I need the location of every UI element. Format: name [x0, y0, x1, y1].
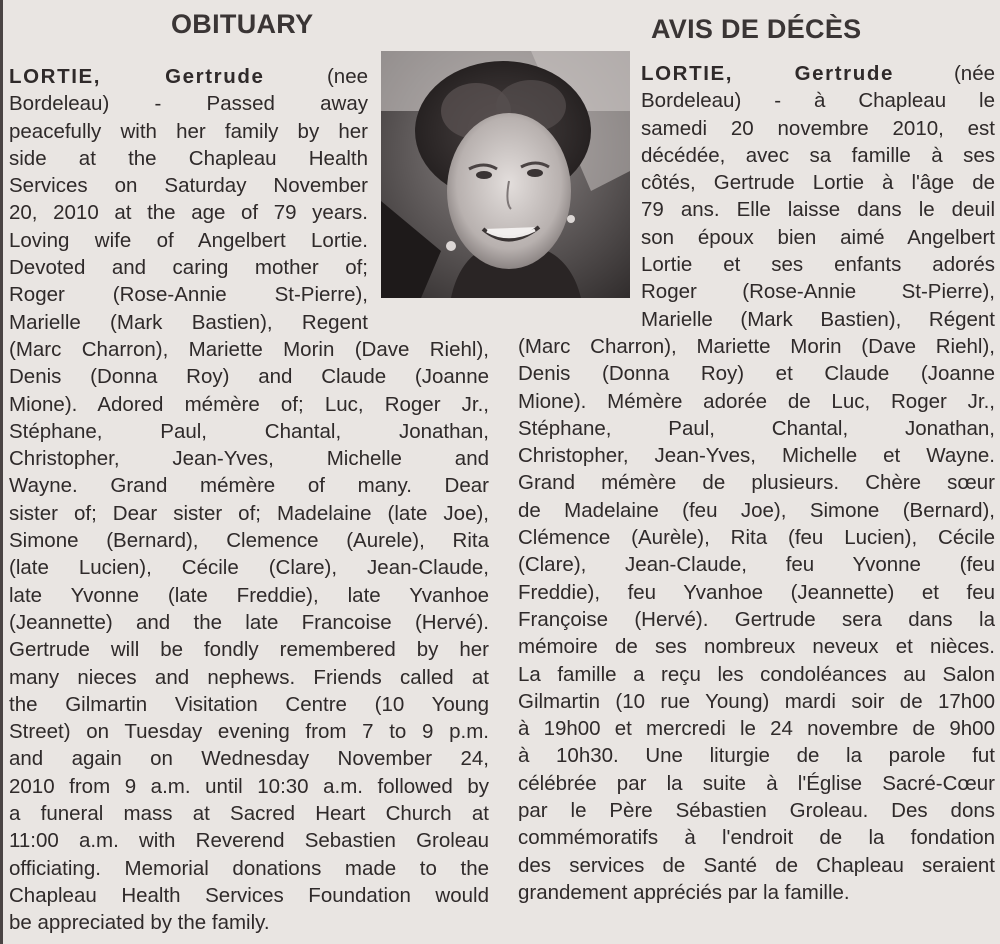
- text-line: Simone (Bernard), Clemence (Aurele), Rita: [9, 529, 489, 553]
- text-line: the Gilmartin Visitation Centre (10 Young: [9, 692, 489, 716]
- english-column-bottom: [9, 336, 489, 937]
- text-line: Christopher, Jean-Yves, Michelle and: [9, 447, 489, 471]
- text-line: late Yvonne (late Freddie), late Yvanhoe: [9, 583, 489, 607]
- deceased-name: LORTIE, Gertrude: [641, 62, 894, 85]
- text-line: Mione). Mémère adorée de Luc, Roger Jr.,: [518, 389, 995, 413]
- text-line: Marielle (Mark Bastien), Régent: [641, 307, 995, 331]
- text-line: Lortie et ses enfants adorés: [641, 253, 995, 277]
- text-line: be appreciated by the family.: [9, 911, 270, 935]
- text-line: Bordeleau) - à Chapleau le: [641, 89, 995, 113]
- text-line: 11:00 a.m. with Reverend Sebastien Groleau: [9, 829, 489, 853]
- text-line: Denis (Donna Roy) et Claude (Joanne: [518, 362, 995, 386]
- text-line: décédée, avec sa famille à ses: [641, 143, 995, 167]
- text-line: Denis (Donna Roy) and Claude (Joanne: [9, 365, 489, 389]
- text-line: Chapleau Health Services Foundation would: [9, 883, 489, 907]
- text-line: sister of; Dear sister of; Madelaine (late Joe),: [9, 501, 489, 525]
- text-line: LORTIE, Gertrude (née: [641, 62, 995, 85]
- text-line: samedi 20 novembre 2010, est: [641, 116, 995, 140]
- english-column-top: [9, 63, 368, 336]
- obituary-heading: OBITUARY: [171, 9, 314, 39]
- text-line: côtés, Gertrude Lortie à l'âge de: [641, 171, 995, 195]
- avis-de-deces-heading: AVIS DE DÉCÈS: [651, 14, 862, 44]
- text-line: La famille a reçu les condoléances au Salon: [518, 662, 995, 686]
- text-line: Françoise (Hervé). Gertrude sera dans la: [518, 607, 995, 631]
- text-line: side at the Chapleau Health: [9, 146, 368, 170]
- text-line: LORTIE, Gertrude (nee: [9, 65, 368, 88]
- text-line: Clémence (Aurèle), Rita (feu Lucien), Cécile: [518, 526, 995, 550]
- text-line: Roger (Rose-Annie St-Pierre),: [9, 283, 368, 307]
- text-line: Gertrude will be fondly remembered by her: [9, 638, 489, 662]
- text-line: Christopher, Jean-Yves, Michelle et Wayne.: [518, 444, 995, 468]
- text-line: 2010 from 9 a.m. until 10:30 a.m. followed by: [9, 774, 489, 798]
- text-line: Roger (Rose-Annie St-Pierre),: [641, 280, 995, 304]
- text-line: Street) on Tuesday evening from 7 to 9 p.m.: [9, 720, 489, 744]
- french-column-bottom: [518, 333, 995, 906]
- french-column-top: [641, 60, 995, 333]
- text-line: Gilmartin (10 rue Young) mardi soir de 17h00: [518, 689, 995, 713]
- page-edge-rule: [0, 0, 3, 944]
- text-line: (late Lucien), Cécile (Clare), Jean-Claude,: [9, 556, 489, 580]
- text-line: (Clare), Jean-Claude, feu Yvonne (feu: [518, 553, 995, 577]
- text-line: mémoire de ses nombreux neveux et nièces.: [518, 635, 995, 659]
- text-line: son époux bien aimé Angelbert: [641, 225, 995, 249]
- portrait-image: [381, 51, 630, 298]
- text-line: Freddie), feu Yvanhoe (Jeannette) et feu: [518, 580, 995, 604]
- text-line: à 10h30. Une liturgie de la parole fut: [518, 744, 995, 768]
- text-line: a funeral mass at Sacred Heart Church at: [9, 802, 489, 826]
- text-line: 79 ans. Elle laisse dans le deuil: [641, 198, 995, 222]
- text-line: célébrée par la suite à l'Église Sacré-Cœur: [518, 771, 995, 795]
- text-line: Grand mémère de plusieurs. Chère sœur: [518, 471, 995, 495]
- text-line: Stéphane, Paul, Chantal, Jonathan,: [518, 416, 995, 440]
- text-line: Devoted and caring mother of;: [9, 256, 368, 280]
- text-line: grandement appréciés par la famille.: [518, 880, 850, 904]
- text-line: par le Père Sébastien Groleau. Des dons: [518, 799, 995, 823]
- text-line: Wayne. Grand mémère of many. Dear: [9, 474, 489, 498]
- text-line: commémoratifs à l'endroit de la fondation: [518, 826, 995, 850]
- text-line: Loving wife of Angelbert Lortie.: [9, 228, 368, 252]
- text-line: Bordeleau) - Passed away: [9, 92, 368, 116]
- text-line: (Marc Charron), Mariette Morin (Dave Riehl),: [9, 338, 489, 361]
- text-line: Stéphane, Paul, Chantal, Jonathan,: [9, 419, 489, 443]
- text-line: des services de Santé de Chapleau seraient: [518, 853, 995, 877]
- deceased-name: LORTIE, Gertrude: [9, 65, 265, 88]
- portrait-photo: [381, 51, 630, 298]
- text-line: peacefully with her family by her: [9, 119, 368, 143]
- text-line: (Marc Charron), Mariette Morin (Dave Riehl),: [518, 335, 995, 358]
- text-line: Marielle (Mark Bastien), Regent: [9, 310, 368, 334]
- text-line: 20, 2010 at the age of 79 years.: [9, 201, 368, 225]
- text-line: de Madelaine (feu Joe), Simone (Bernard),: [518, 498, 995, 522]
- text-line: officiating. Memorial donations made to the: [9, 856, 489, 880]
- text-line: Services on Saturday November: [9, 174, 368, 198]
- text-line: and again on Wednesday November 24,: [9, 747, 489, 771]
- text-line: Mione). Adored mémère of; Luc, Roger Jr.,: [9, 392, 489, 416]
- text-line: à 19h00 et mercredi le 24 novembre de 9h00: [518, 717, 995, 741]
- text-line: many nieces and nephews. Friends called at: [9, 665, 489, 689]
- text-line: (Jeannette) and the late Francoise (Hervé).: [9, 610, 489, 634]
